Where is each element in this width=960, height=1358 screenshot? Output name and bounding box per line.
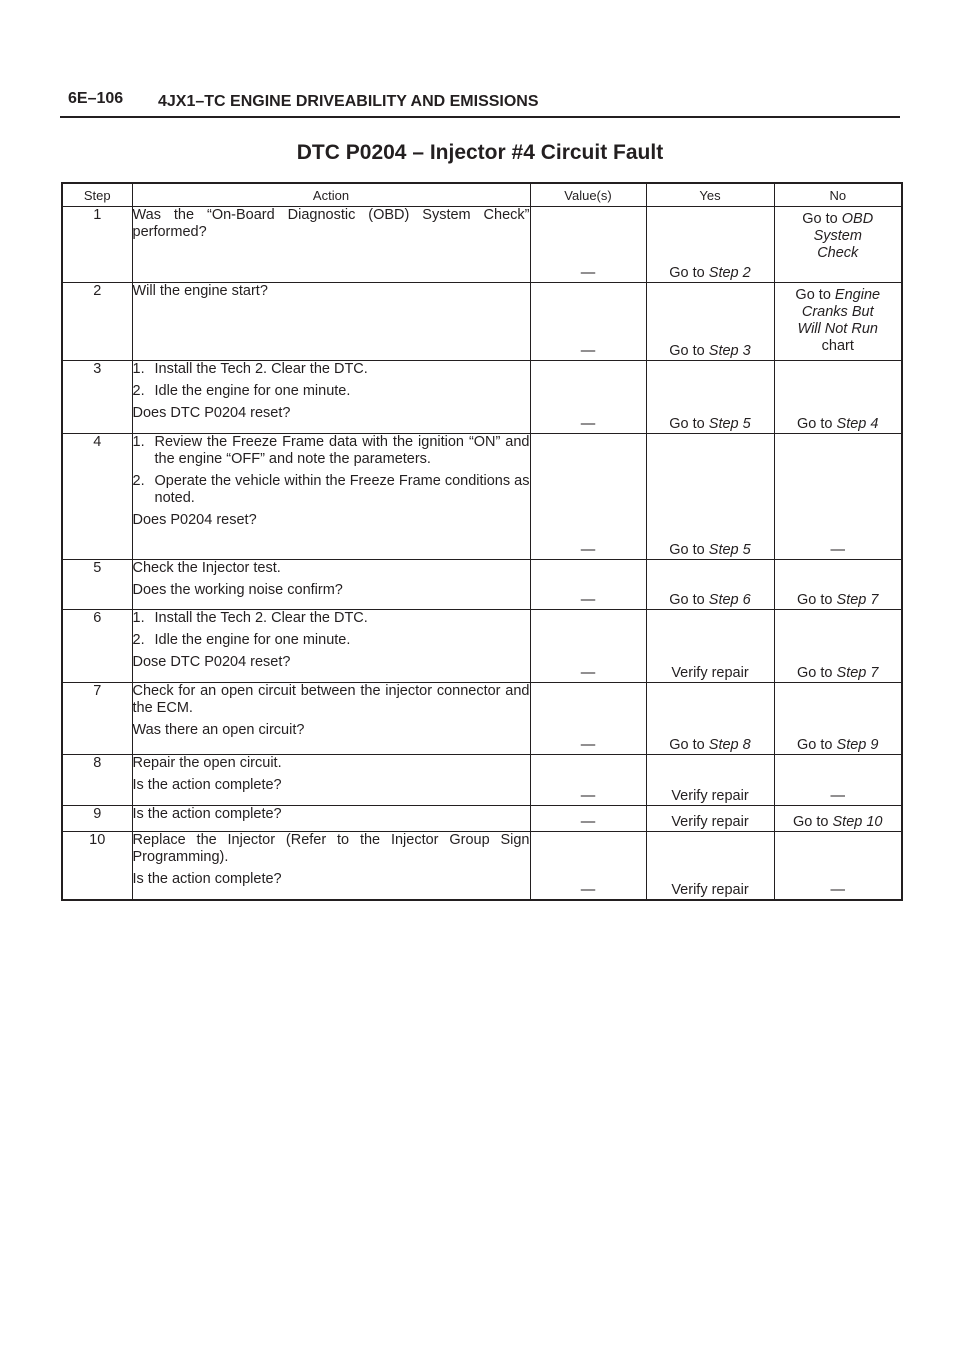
no-line bbox=[775, 228, 902, 245]
yes-step-reference: Step 5 bbox=[708, 416, 751, 432]
step-value: — bbox=[530, 610, 646, 683]
yes-line bbox=[669, 592, 750, 608]
no-chart-reference: Will Not Run bbox=[797, 321, 878, 337]
yes-result bbox=[646, 755, 774, 806]
step-value: — bbox=[530, 683, 646, 755]
yes-line bbox=[669, 416, 750, 432]
yes-result bbox=[646, 560, 774, 610]
action-step-text: Idle the engine for one minute. bbox=[154, 383, 351, 399]
action-text: Is the action complete? bbox=[132, 806, 282, 822]
no-text: — bbox=[830, 881, 845, 898]
table-row bbox=[62, 361, 902, 434]
no-prefix: Go to bbox=[797, 592, 837, 608]
page-number: 6E–106 bbox=[68, 90, 124, 107]
no-prefix: Go to bbox=[795, 287, 835, 303]
no-result bbox=[774, 361, 902, 434]
yes-step-reference: Step 2 bbox=[708, 265, 751, 281]
yes-text: Go to bbox=[669, 737, 709, 753]
no-text: — bbox=[830, 542, 845, 558]
table-row bbox=[62, 806, 902, 832]
no-step-reference: Step 4 bbox=[836, 416, 879, 432]
action-step-text: Operate the vehicle within the Freeze Frame conditions as noted. bbox=[154, 473, 530, 506]
header-rule bbox=[60, 116, 900, 118]
step-number: 7 bbox=[62, 683, 132, 755]
yes-result bbox=[646, 207, 774, 283]
table-row bbox=[62, 832, 902, 900]
column-header-action: Action bbox=[132, 183, 530, 207]
table-row bbox=[62, 610, 902, 683]
no-line bbox=[775, 321, 902, 338]
step-value: — bbox=[530, 283, 646, 361]
no-line bbox=[775, 287, 902, 304]
no-line bbox=[793, 814, 883, 830]
yes-line bbox=[669, 343, 750, 359]
action-step-item bbox=[133, 632, 530, 649]
table-row bbox=[62, 283, 902, 361]
step-value: — bbox=[530, 755, 646, 806]
no-step-reference: Step 7 bbox=[836, 592, 879, 608]
no-result bbox=[774, 683, 902, 755]
step-number: 1 bbox=[62, 207, 132, 283]
no-chart-reference: System bbox=[813, 228, 862, 244]
step-number: 8 bbox=[62, 755, 132, 806]
step-action bbox=[132, 361, 530, 434]
no-prefix: Go to bbox=[797, 737, 837, 753]
no-line bbox=[797, 665, 878, 681]
step-action bbox=[132, 434, 530, 560]
action-step-number: 1. bbox=[132, 361, 145, 377]
yes-text: Verify repair bbox=[671, 814, 749, 830]
no-chart-reference: Engine bbox=[834, 287, 881, 303]
no-prefix: Go to bbox=[793, 814, 833, 830]
no-line bbox=[775, 211, 902, 228]
no-result bbox=[774, 610, 902, 683]
action-step-item bbox=[133, 610, 530, 627]
action-text: Repair the open circuit. bbox=[132, 755, 282, 771]
no-prefix: Go to bbox=[797, 416, 837, 432]
no-plain: chart bbox=[821, 338, 854, 354]
yes-text: Verify repair bbox=[671, 788, 749, 804]
yes-line bbox=[669, 265, 750, 281]
action-step-item bbox=[133, 361, 530, 378]
no-line bbox=[775, 338, 902, 355]
action-text: Does the working noise confirm? bbox=[132, 582, 343, 598]
page-title: DTC P0204 – Injector #4 Circuit Fault bbox=[296, 141, 664, 164]
yes-text: Go to bbox=[669, 265, 709, 281]
yes-text: Verify repair bbox=[671, 665, 749, 681]
yes-result bbox=[646, 832, 774, 900]
yes-text: Go to bbox=[669, 542, 709, 558]
action-question: Does P0204 reset? bbox=[132, 512, 257, 528]
table-row bbox=[62, 683, 902, 755]
yes-result bbox=[646, 610, 774, 683]
action-steps-list bbox=[133, 610, 530, 649]
no-text: — bbox=[830, 788, 845, 804]
step-value: — bbox=[530, 434, 646, 560]
step-number: 10 bbox=[62, 832, 132, 900]
step-action bbox=[132, 755, 530, 806]
no-step-reference: Step 7 bbox=[836, 665, 879, 681]
no-result bbox=[774, 560, 902, 610]
no-result bbox=[774, 434, 902, 560]
action-step-number: 2. bbox=[132, 473, 145, 489]
action-text: Was there an open circuit? bbox=[132, 722, 305, 738]
step-value: — bbox=[530, 806, 646, 832]
table-body bbox=[62, 207, 902, 900]
action-question: Dose DTC P0204 reset? bbox=[132, 654, 291, 670]
step-action bbox=[132, 832, 530, 900]
step-action bbox=[132, 283, 530, 361]
yes-result bbox=[646, 806, 774, 832]
action-step-text: Idle the engine for one minute. bbox=[154, 632, 351, 648]
action-text: Replace the Injector (Refer to the Injector Group Sign Programming). bbox=[132, 832, 530, 865]
step-value: — bbox=[530, 207, 646, 283]
no-result bbox=[774, 832, 902, 900]
no-line bbox=[775, 304, 902, 321]
yes-result bbox=[646, 361, 774, 434]
yes-step-reference: Step 3 bbox=[708, 343, 751, 359]
table-row bbox=[62, 434, 902, 560]
no-chart-reference: Check bbox=[817, 245, 859, 261]
no-step-reference: Step 10 bbox=[832, 814, 883, 830]
column-header-no: No bbox=[774, 183, 902, 207]
table-row bbox=[62, 755, 902, 806]
no-prefix: Go to bbox=[797, 665, 837, 681]
no-line bbox=[797, 592, 878, 608]
step-action bbox=[132, 683, 530, 755]
no-result bbox=[774, 755, 902, 806]
step-number: 3 bbox=[62, 361, 132, 434]
no-chart-reference: OBD bbox=[841, 211, 874, 227]
no-prefix: Go to bbox=[802, 211, 842, 227]
no-line bbox=[775, 245, 902, 262]
action-step-item bbox=[133, 434, 530, 468]
yes-result bbox=[646, 434, 774, 560]
action-step-number: 1. bbox=[132, 610, 145, 626]
column-header-yes: Yes bbox=[646, 183, 774, 207]
yes-text: Go to bbox=[669, 343, 709, 359]
action-steps-list bbox=[133, 361, 530, 400]
action-text: Is the action complete? bbox=[132, 871, 282, 887]
action-step-number: 1. bbox=[132, 434, 145, 450]
table-row bbox=[62, 560, 902, 610]
no-line bbox=[797, 416, 878, 432]
yes-step-reference: Step 8 bbox=[708, 737, 751, 753]
action-step-number: 2. bbox=[132, 383, 145, 399]
diagnostic-table bbox=[61, 182, 903, 901]
no-chart-reference: Cranks But bbox=[801, 304, 874, 320]
table-header-row bbox=[62, 183, 902, 207]
no-result bbox=[774, 283, 902, 361]
yes-line bbox=[669, 737, 750, 753]
step-value: — bbox=[530, 560, 646, 610]
action-step-text: Install the Tech 2. Clear the DTC. bbox=[154, 361, 368, 377]
table-row bbox=[62, 207, 902, 283]
step-number: 2 bbox=[62, 283, 132, 361]
yes-result bbox=[646, 683, 774, 755]
step-number: 4 bbox=[62, 434, 132, 560]
yes-text: Go to bbox=[669, 416, 709, 432]
yes-step-reference: Step 5 bbox=[708, 542, 751, 558]
action-text: Will the engine start? bbox=[132, 283, 268, 299]
action-question: Does DTC P0204 reset? bbox=[132, 405, 291, 421]
action-step-number: 2. bbox=[132, 632, 145, 648]
action-steps-list bbox=[133, 434, 530, 507]
yes-text: Verify repair bbox=[671, 881, 749, 898]
action-text: Check for an open circuit between the injector connector and the ECM. bbox=[132, 683, 530, 716]
yes-line bbox=[669, 542, 750, 558]
yes-result bbox=[646, 283, 774, 361]
action-text: Check the Injector test. bbox=[132, 560, 281, 576]
no-result bbox=[774, 806, 902, 832]
running-title: 4JX1–TC ENGINE DRIVEABILITY AND EMISSIONS bbox=[158, 93, 539, 110]
step-action bbox=[132, 207, 530, 283]
step-number: 9 bbox=[62, 806, 132, 832]
action-step-text: Review the Freeze Frame data with the ignition “ON” and the engine “OFF” and note the parameters. bbox=[154, 434, 530, 467]
step-action bbox=[132, 806, 530, 832]
step-value: — bbox=[530, 361, 646, 434]
step-number: 6 bbox=[62, 610, 132, 683]
yes-step-reference: Step 6 bbox=[708, 592, 751, 608]
action-step-item bbox=[133, 473, 530, 507]
no-line bbox=[797, 737, 878, 753]
step-number: 5 bbox=[62, 560, 132, 610]
action-step-text: Install the Tech 2. Clear the DTC. bbox=[154, 610, 368, 626]
action-text: Was the “On-Board Diagnostic (OBD) System Check” performed? bbox=[132, 207, 530, 240]
no-step-reference: Step 9 bbox=[836, 737, 879, 753]
action-text: Is the action complete? bbox=[132, 777, 282, 793]
column-header-values: Value(s) bbox=[530, 183, 646, 207]
action-step-item bbox=[133, 383, 530, 400]
step-action bbox=[132, 560, 530, 610]
step-value: — bbox=[530, 832, 646, 900]
no-result bbox=[774, 207, 902, 283]
yes-text: Go to bbox=[669, 592, 709, 608]
step-action bbox=[132, 610, 530, 683]
column-header-step: Step bbox=[62, 183, 132, 207]
